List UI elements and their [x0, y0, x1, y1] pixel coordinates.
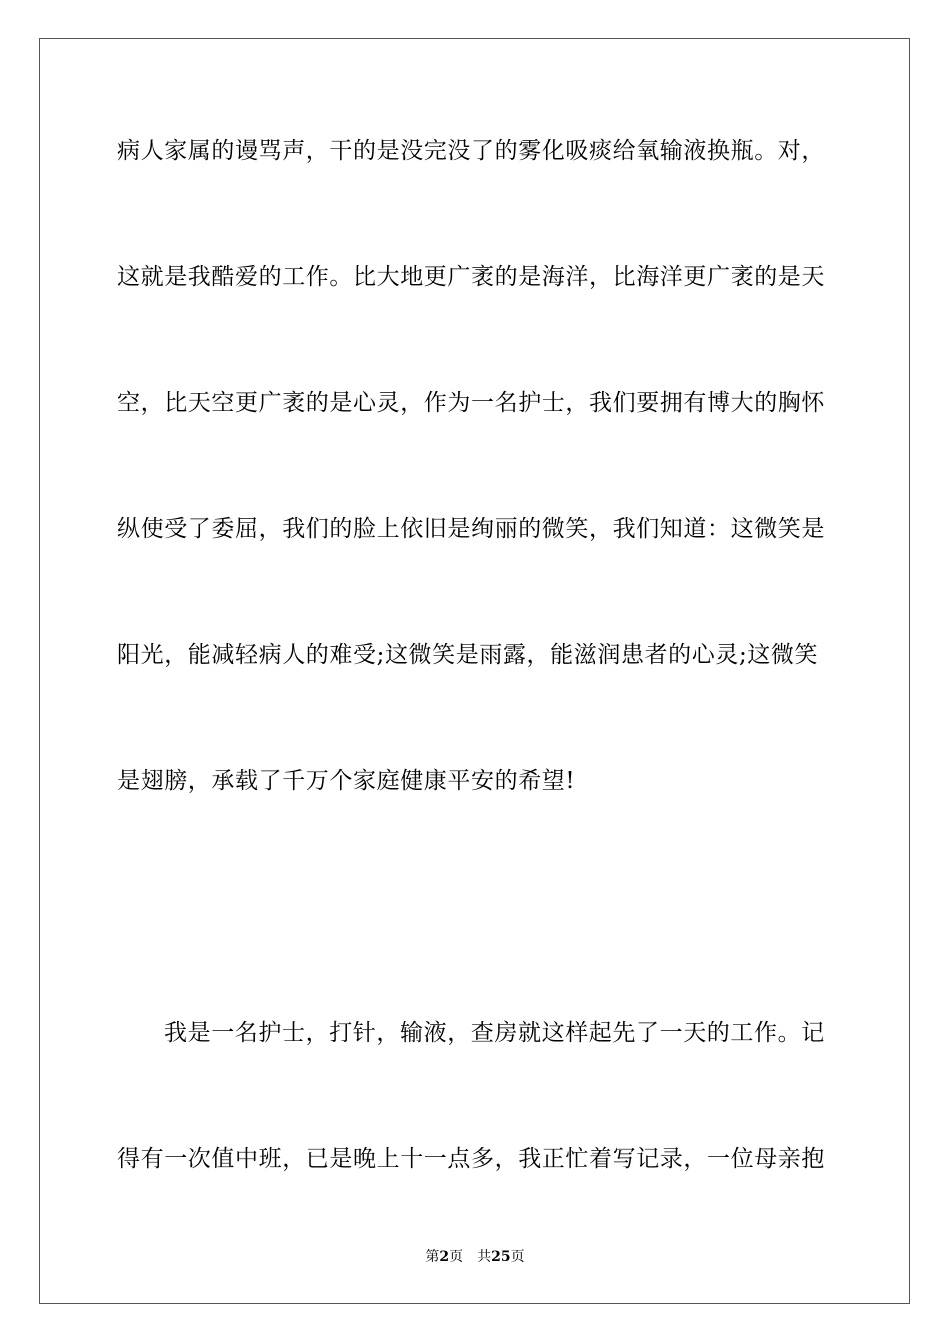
text-line: 我是一名护士，打针，输液，查房就这样起先了一天的工作。记 — [164, 1020, 825, 1046]
text-line: 得有一次值中班，已是晚上十一点多，我正忙着写记录，一位母亲抱 — [117, 1146, 825, 1172]
text-line: 是翅膀，承载了千万个家庭健康平安的希望! — [117, 768, 576, 794]
text-line: 阳光，能减轻病人的难受;这微笑是雨露，能滋润患者的心灵;这微笑 — [117, 642, 819, 668]
text-line: 这就是我酷爱的工作。比大地更广袤的是海洋，比海洋更广袤的是天 — [117, 264, 825, 290]
page-prefix: 第 — [425, 1249, 440, 1265]
text-line: 纵使受了委屈，我们的脸上依旧是绚丽的微笑，我们知道：这微笑是 — [117, 516, 825, 542]
total-prefix: 共 — [477, 1249, 492, 1265]
page-frame — [39, 38, 910, 1304]
text-line: 空，比天空更广袤的是心灵，作为一名护士，我们要拥有博大的胸怀 — [117, 390, 825, 416]
text-line: 病人家属的谩骂声，干的是没完没了的雾化吸痰给氧输液换瓶。对， — [117, 138, 825, 164]
total-pages: 25 — [491, 1249, 511, 1265]
total-suffix: 页 — [510, 1249, 525, 1265]
page-number: 2 — [439, 1249, 450, 1265]
page-footer — [0, 1248, 950, 1266]
page-suffix: 页 — [449, 1249, 464, 1265]
